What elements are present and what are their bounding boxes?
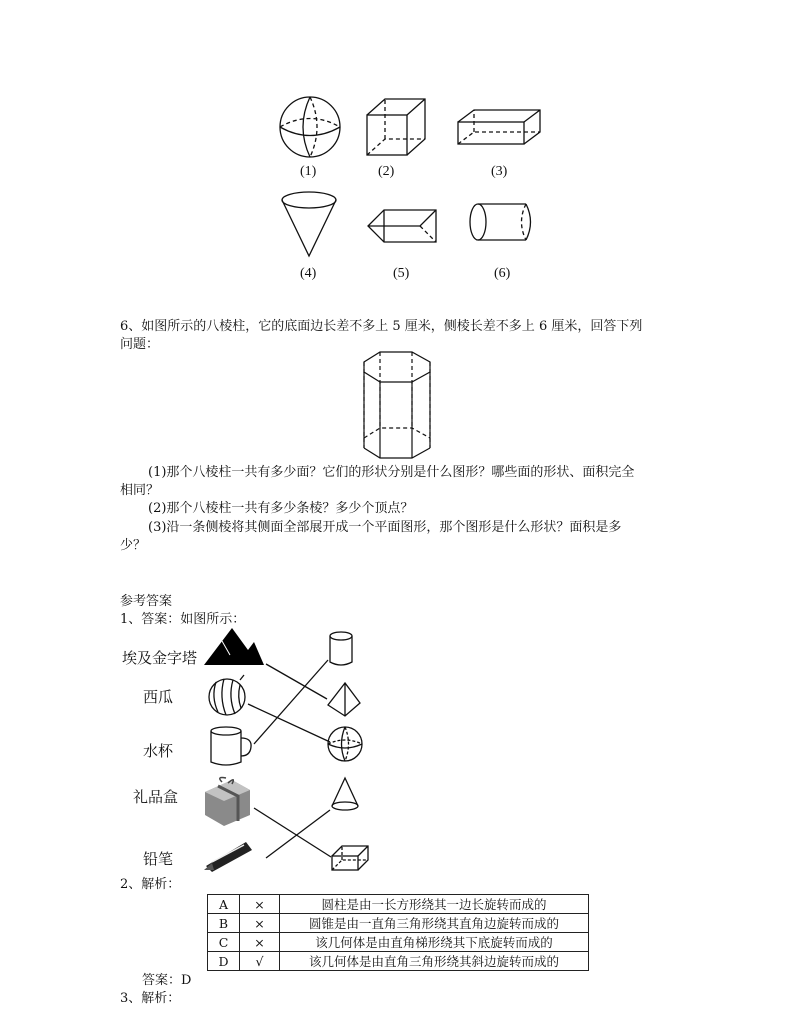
option-cell: A [208, 895, 240, 914]
answer-cuboid-icon [332, 846, 368, 870]
figure-label-4: (4) [300, 266, 317, 281]
answer2-table [207, 894, 589, 971]
q6-part3-line1: (3)沿一条侧棱将其侧面全部展开成一个平面图形，那个图形是什么形状？面积是多 [148, 520, 622, 535]
gift-box-icon [205, 778, 250, 827]
object-label-giftbox: 礼品盒 [133, 788, 179, 806]
figure-label-3: (3) [491, 164, 508, 179]
option-cell: D [208, 952, 240, 971]
q6-intro-line2: 问题： [120, 337, 160, 352]
figure-label-6: (6) [494, 266, 511, 281]
figure-label-2: (2) [378, 164, 395, 179]
object-label-watermelon: 西瓜 [143, 688, 174, 706]
q6-intro-line1: 6、如图所示的八棱柱，它的底面边长差不多上 5 厘米，侧棱长差不多上 6 厘米，回答下列 [120, 319, 643, 334]
answer2-answer: 答案：D [142, 973, 192, 988]
option-cell: B [208, 914, 240, 933]
answer1-label: 1、答案：如图所示： [120, 612, 246, 627]
mark-cell: × [240, 895, 280, 914]
answers-heading: 参考答案 [120, 594, 173, 609]
answer-cylinder-icon [330, 632, 352, 665]
answer-pyramid-icon [328, 683, 360, 716]
figure-label-5: (5) [393, 266, 410, 281]
figure-label-1: (1) [300, 164, 317, 179]
watermelon-icon [209, 675, 245, 715]
object-label-pencil: 铅笔 [143, 850, 174, 868]
table-row [208, 933, 589, 952]
mark-cell: × [240, 933, 280, 952]
q6-part1-line1: (1)那个八棱柱一共有多少面？它们的形状分别是什么图形？哪些面的形状、面积完全 [148, 465, 635, 480]
mark-cell: √ [240, 952, 280, 971]
explanation-cell: 圆柱是由一长方形绕其一边长旋转而成的 [280, 895, 589, 914]
option-cell: C [208, 933, 240, 952]
pencil-icon [204, 842, 252, 872]
pyramid-icon [204, 628, 264, 665]
explanation-cell: 该几何体是由直角三角形绕其斜边旋转而成的 [280, 952, 589, 971]
answer3-label: 3、解析： [120, 991, 181, 1006]
explanation-cell: 该几何体是由直角梯形绕其下底旋转而成的 [280, 933, 589, 952]
object-label-pyramid: 埃及金字塔 [122, 649, 198, 667]
answer-cone-icon [332, 778, 358, 810]
q6-part3-line2: 少？ [120, 538, 147, 553]
table-row [208, 914, 589, 933]
table-row [208, 895, 589, 914]
matching-lines [248, 660, 331, 858]
cup-icon [211, 727, 251, 765]
table-row [208, 952, 589, 971]
explanation-cell: 圆锥是由一直角三角形绕其直角边旋转而成的 [280, 914, 589, 933]
answer-sphere-icon [328, 727, 362, 761]
q6-part2: (2)那个八棱柱一共有多少条棱？多少个顶点？ [148, 501, 414, 516]
q6-part1-line2: 相同？ [120, 483, 160, 498]
object-label-cup: 水杯 [143, 742, 174, 760]
mark-cell: × [240, 914, 280, 933]
answer2-label: 2、解析： [120, 877, 181, 892]
